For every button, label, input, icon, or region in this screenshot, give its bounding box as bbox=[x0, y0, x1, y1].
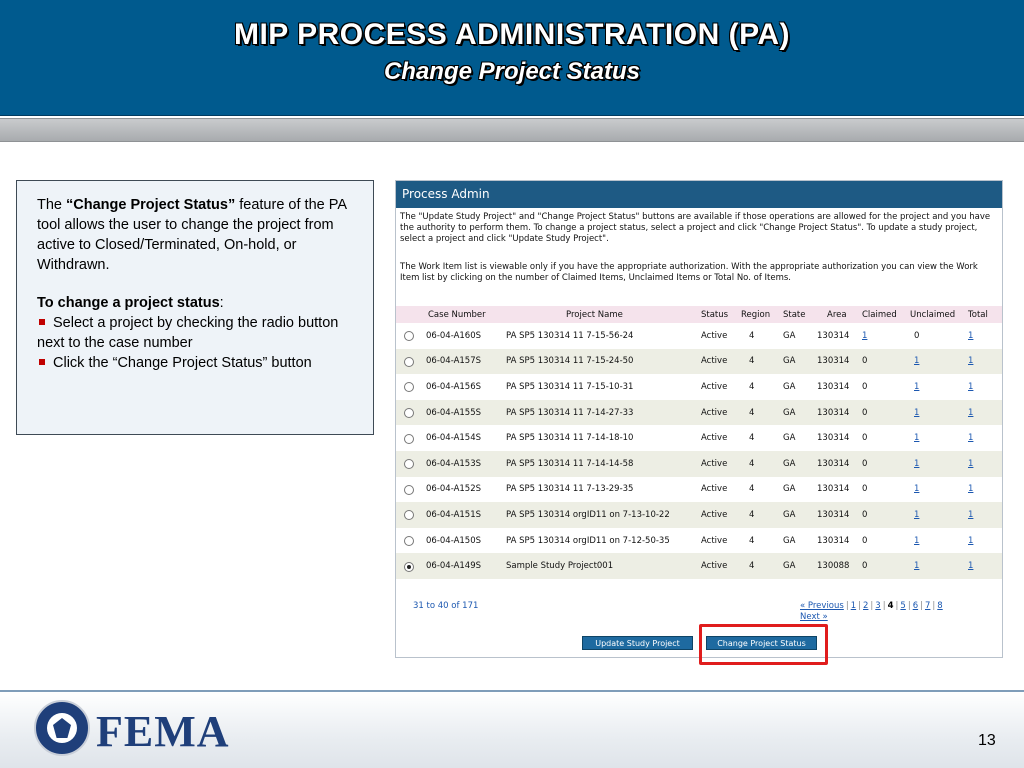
page-link[interactable]: 3 bbox=[875, 601, 881, 611]
cell-case: 06-04-A153S bbox=[426, 458, 482, 469]
pager-separator: | bbox=[845, 601, 849, 611]
page-link[interactable]: 5 bbox=[900, 601, 906, 611]
page-number: 13 bbox=[978, 732, 996, 749]
instructions-callout bbox=[16, 180, 374, 435]
cell-area: 130314 bbox=[817, 535, 850, 546]
cell-name: Sample Study Project001 bbox=[506, 561, 614, 572]
cell-total[interactable]: 1 bbox=[968, 561, 974, 572]
cell-state: GA bbox=[783, 509, 796, 520]
cell-case: 06-04-A151S bbox=[426, 509, 482, 520]
cell-status: Active bbox=[701, 509, 728, 520]
cell-claimed[interactable]: 1 bbox=[862, 330, 868, 341]
cell-claimed: 0 bbox=[862, 356, 868, 367]
column-header: Unclaimed bbox=[910, 306, 968, 323]
column-header: Area bbox=[817, 306, 862, 323]
column-header: Region bbox=[741, 306, 783, 323]
cell-case: 06-04-A149S bbox=[426, 561, 482, 572]
select-project-radio[interactable] bbox=[404, 357, 414, 367]
bullet-square-icon bbox=[39, 359, 45, 365]
table-row bbox=[396, 451, 1002, 477]
result-count: 31 to 40 of 171 bbox=[413, 601, 479, 611]
pager-separator: | bbox=[932, 601, 936, 611]
pager-separator: | bbox=[895, 601, 899, 611]
slide-subtitle: Change Project Status bbox=[383, 58, 641, 85]
cell-area: 130314 bbox=[817, 381, 850, 392]
cell-region: 4 bbox=[749, 330, 755, 341]
cell-area: 130314 bbox=[817, 458, 850, 469]
cell-area: 130314 bbox=[817, 330, 850, 341]
cell-total[interactable]: 1 bbox=[968, 407, 974, 418]
cell-total[interactable]: 1 bbox=[968, 535, 974, 546]
cell-status: Active bbox=[701, 561, 728, 572]
process-admin-panel bbox=[395, 180, 1003, 658]
dhs-seal-icon bbox=[34, 700, 90, 756]
cell-status: Active bbox=[701, 407, 728, 418]
cell-status: Active bbox=[701, 330, 728, 341]
column-header: Status bbox=[701, 306, 741, 323]
pager-separator: | bbox=[882, 601, 886, 611]
cell-unclaimed[interactable]: 1 bbox=[914, 509, 920, 520]
panel-title: Process Admin bbox=[396, 181, 1002, 208]
cell-claimed: 0 bbox=[862, 509, 868, 520]
cell-state: GA bbox=[783, 433, 796, 444]
change-status-highlight-box bbox=[699, 624, 828, 665]
table-row bbox=[396, 528, 1002, 554]
cell-region: 4 bbox=[749, 561, 755, 572]
cell-unclaimed[interactable]: 1 bbox=[914, 561, 920, 572]
table-row bbox=[396, 349, 1002, 375]
cell-name: PA SP5 130314 11 7-15-10-31 bbox=[506, 381, 634, 392]
cell-state: GA bbox=[783, 407, 796, 418]
cell-claimed: 0 bbox=[862, 535, 868, 546]
select-project-radio[interactable] bbox=[404, 331, 414, 341]
cell-state: GA bbox=[783, 356, 796, 367]
cell-name: PA SP5 130314 11 7-15-56-24 bbox=[506, 330, 634, 341]
buttons-info-note: The "Update Study Project" and "Change Project Status" buttons are available if those operations are allowed for the project and you have the authority to perform them. To change a project status, select a project and click "Change Project Status". To update a study project, select a project and click "Update Study Project". bbox=[400, 212, 991, 244]
cell-area: 130314 bbox=[817, 433, 850, 444]
table-row bbox=[396, 553, 1002, 579]
cell-case: 06-04-A152S bbox=[426, 484, 482, 495]
pager-separator: | bbox=[870, 601, 874, 611]
cell-region: 4 bbox=[749, 433, 755, 444]
cell-total[interactable]: 1 bbox=[968, 381, 974, 392]
cell-claimed: 0 bbox=[862, 458, 868, 469]
cell-name: PA SP5 130314 orgID11 on 7-12-50-35 bbox=[506, 535, 670, 546]
slide-header bbox=[0, 0, 1024, 116]
cell-unclaimed[interactable]: 1 bbox=[914, 484, 920, 495]
cell-region: 4 bbox=[749, 407, 755, 418]
cell-total[interactable]: 1 bbox=[968, 509, 974, 520]
cell-status: Active bbox=[701, 484, 728, 495]
header-divider-band bbox=[0, 118, 1024, 142]
page-links bbox=[800, 601, 990, 623]
cell-region: 4 bbox=[749, 484, 755, 495]
slide-title: MIP PROCESS ADMINISTRATION (PA) bbox=[233, 18, 791, 51]
cell-unclaimed[interactable]: 1 bbox=[914, 458, 920, 469]
projects-table bbox=[396, 306, 1002, 579]
select-project-radio[interactable] bbox=[404, 485, 414, 495]
cell-name: PA SP5 130314 11 7-14-18-10 bbox=[506, 433, 634, 444]
table-row bbox=[396, 374, 1002, 400]
table-row bbox=[396, 323, 1002, 349]
cell-case: 06-04-A150S bbox=[426, 535, 482, 546]
cell-claimed: 0 bbox=[862, 433, 868, 444]
cell-name: PA SP5 130314 11 7-14-27-33 bbox=[506, 407, 634, 418]
cell-state: GA bbox=[783, 381, 796, 392]
cell-unclaimed[interactable]: 1 bbox=[914, 535, 920, 546]
bullet-item: Select a project by checking the radio button next to the case number bbox=[37, 315, 339, 351]
page-link[interactable]: 1 bbox=[850, 601, 857, 611]
table-header-row bbox=[396, 306, 1002, 323]
pager-separator: | bbox=[907, 601, 911, 611]
bullet-item: Click the “Change Project Status” button bbox=[37, 353, 357, 373]
current-page: 4 bbox=[887, 601, 894, 611]
cell-state: GA bbox=[783, 330, 796, 341]
update-study-project-button[interactable]: Update Study Project bbox=[582, 636, 693, 650]
column-header: State bbox=[783, 306, 817, 323]
select-project-radio[interactable] bbox=[404, 536, 414, 546]
cell-name: PA SP5 130314 orgID11 on 7-13-10-22 bbox=[506, 509, 670, 520]
cell-claimed: 0 bbox=[862, 407, 868, 418]
cell-unclaimed[interactable]: 1 bbox=[914, 407, 920, 418]
page-link[interactable]: 6 bbox=[912, 601, 919, 611]
work-item-info-note: The Work Item list is viewable only if you have the appropriate authorization. With the appropriate authorization you can view the Work Item list by clicking on the number of Claimed Items, Unclaimed Items or Total No. of Items. bbox=[400, 262, 978, 283]
cell-total[interactable]: 1 bbox=[968, 330, 974, 341]
pager-separator: | bbox=[858, 601, 861, 611]
howto-heading: To change a project status: bbox=[37, 295, 224, 311]
column-header: Project Name bbox=[502, 306, 701, 323]
cell-total[interactable]: 1 bbox=[968, 356, 974, 367]
pager-separator: | bbox=[920, 601, 923, 611]
cell-case: 06-04-A156S bbox=[426, 381, 482, 392]
cell-area: 130314 bbox=[817, 509, 850, 520]
table-row bbox=[396, 502, 1002, 528]
cell-status: Active bbox=[701, 433, 728, 444]
page-link[interactable]: 2 bbox=[863, 601, 869, 611]
cell-total[interactable]: 1 bbox=[968, 458, 974, 469]
cell-status: Active bbox=[701, 381, 728, 392]
fema-logo: FEMA bbox=[96, 707, 230, 756]
next-page-link[interactable]: Next » bbox=[800, 612, 828, 622]
cell-unclaimed[interactable]: 1 bbox=[914, 381, 920, 392]
cell-status: Active bbox=[701, 458, 728, 469]
cell-unclaimed[interactable]: 1 bbox=[914, 433, 920, 444]
cell-claimed: 0 bbox=[862, 484, 868, 495]
cell-area: 130314 bbox=[817, 356, 850, 367]
select-project-radio[interactable] bbox=[404, 408, 414, 418]
select-project-radio[interactable] bbox=[404, 459, 414, 469]
cell-state: GA bbox=[783, 535, 796, 546]
cell-name: PA SP5 130314 11 7-13-29-35 bbox=[506, 484, 634, 495]
cell-state: GA bbox=[783, 458, 796, 469]
column-header: Case Number bbox=[422, 306, 502, 323]
cell-name: PA SP5 130314 11 7-15-24-50 bbox=[506, 356, 634, 367]
cell-name: PA SP5 130314 11 7-14-14-58 bbox=[506, 458, 634, 469]
cell-case: 06-04-A160S bbox=[426, 330, 482, 341]
intro-paragraph: The “Change Project Status” feature of the PA tool allows the user to change the project from active to Closed/Terminated, On-hold, or Withdrawn. bbox=[37, 197, 347, 273]
cell-status: Active bbox=[701, 535, 728, 546]
cell-area: 130314 bbox=[817, 484, 850, 495]
cell-region: 4 bbox=[749, 381, 755, 392]
bullet-square-icon bbox=[39, 319, 45, 325]
cell-region: 4 bbox=[749, 535, 755, 546]
select-project-radio[interactable] bbox=[404, 562, 414, 572]
cell-state: GA bbox=[783, 484, 796, 495]
column-header: Total bbox=[968, 306, 1002, 323]
cell-unclaimed[interactable]: 1 bbox=[914, 356, 920, 367]
cell-case: 06-04-A154S bbox=[426, 433, 482, 444]
cell-region: 4 bbox=[749, 509, 755, 520]
page-link[interactable]: 8 bbox=[937, 601, 943, 611]
cell-case: 06-04-A155S bbox=[426, 407, 482, 418]
cell-status: Active bbox=[701, 356, 728, 367]
feature-name: “Change Project Status” bbox=[66, 197, 236, 213]
select-project-radio[interactable] bbox=[404, 510, 414, 520]
change-project-status-button[interactable]: Change Project Status bbox=[706, 636, 817, 650]
cell-total[interactable]: 1 bbox=[968, 433, 974, 444]
page-link[interactable]: 7 bbox=[924, 601, 931, 611]
cell-case: 06-04-A157S bbox=[426, 356, 482, 367]
cell-claimed: 0 bbox=[862, 381, 868, 392]
select-project-radio[interactable] bbox=[404, 434, 414, 444]
table-row bbox=[396, 477, 1002, 503]
table-row bbox=[396, 400, 1002, 426]
cell-region: 4 bbox=[749, 356, 755, 367]
cell-region: 4 bbox=[749, 458, 755, 469]
cell-claimed: 0 bbox=[862, 561, 868, 572]
cell-unclaimed: 0 bbox=[914, 330, 920, 341]
cell-area: 130088 bbox=[817, 561, 850, 572]
select-project-radio[interactable] bbox=[404, 382, 414, 392]
cell-area: 130314 bbox=[817, 407, 850, 418]
table-row bbox=[396, 425, 1002, 451]
cell-state: GA bbox=[783, 561, 796, 572]
cell-total[interactable]: 1 bbox=[968, 484, 974, 495]
previous-page-link[interactable]: « Previous bbox=[800, 601, 844, 611]
column-header: Claimed bbox=[862, 306, 910, 323]
